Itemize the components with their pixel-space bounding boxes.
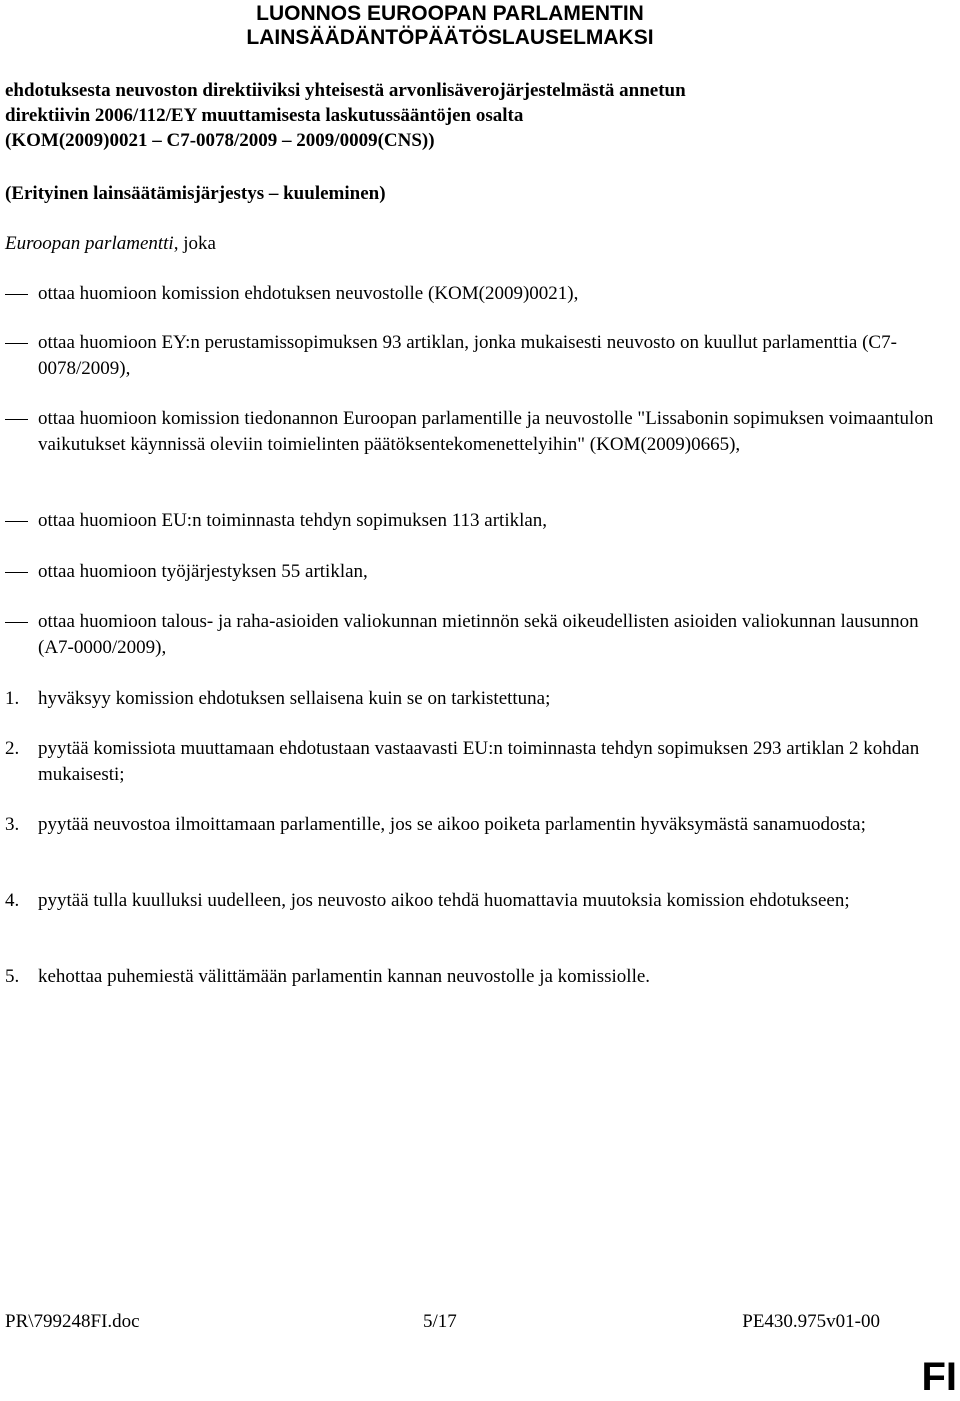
citation-text: ottaa huomioon talous- ja raha-asioiden valiokunnan mietinnön sekä oikeudellisten asioiden valiokunnan lausunnon (A7-0000/2009), bbox=[38, 611, 919, 658]
title-line-2: LAINSÄÄDÄNTÖPÄÄTÖSLAUSELMAKSI bbox=[246, 26, 654, 49]
citation-item bbox=[5, 281, 935, 307]
citation-text: ottaa huomioon komission tiedonannon Euroopan parlamentille ja neuvostolle "Lissabonin sopimuksen voimaantulon vaikutukset käynnissä oleviin toimielinten päätöksentekomenettelyihin" (KOM(2009)0665), bbox=[38, 408, 934, 455]
intro-parliament: Euroopan parlamentti bbox=[5, 233, 174, 254]
citation-text: ottaa huomioon EY:n perustamissopimuksen 93 artiklan, jonka mukaisesti neuvosto on kuullut parlamenttia (C7-0078/2009), bbox=[38, 332, 897, 379]
dash-marker bbox=[5, 343, 28, 344]
paragraph-item bbox=[5, 736, 935, 787]
paragraph-number: 3. bbox=[5, 814, 20, 835]
citation-text: ottaa huomioon EU:n toiminnasta tehdyn sopimuksen 113 artiklan, bbox=[38, 510, 548, 531]
subject-line-2: direktiivin 2006/112/EY muuttamisesta laskutussääntöjen osalta bbox=[5, 105, 524, 126]
dash-marker bbox=[5, 419, 28, 420]
footer-page-number: 5/17 bbox=[423, 1311, 457, 1332]
citation-text: ottaa huomioon työjärjestyksen 55 artiklan, bbox=[38, 561, 368, 582]
paragraph-number: 4. bbox=[5, 890, 20, 911]
dash-marker bbox=[5, 521, 28, 522]
paragraph-text: hyväksyy komission ehdotuksen sellaisena kuin se on tarkistettuna; bbox=[38, 688, 551, 709]
paragraph-text: kehottaa puhemiestä välittämään parlamentin kannan neuvostolle ja komissiolle. bbox=[38, 966, 651, 987]
dash-marker bbox=[5, 294, 28, 295]
document-title bbox=[220, 2, 680, 50]
paragraph-item bbox=[5, 964, 935, 990]
subject-line-1: ehdotuksesta neuvoston direktiiviksi yhteisestä arvonlisäverojärjestelmästä annetun bbox=[5, 80, 686, 101]
paragraph-text: pyytää tulla kuulluksi uudelleen, jos neuvosto aikoo tehdä huomattavia muutoksia komission ehdotukseen; bbox=[38, 890, 850, 911]
paragraph-text: pyytää komissiota muuttamaan ehdotustaan vastaavasti EU:n toiminnasta tehdyn sopimuksen 293 artiklan 2 kohdan mukaisesti; bbox=[38, 738, 920, 785]
citation-text: ottaa huomioon komission ehdotuksen neuvostolle (KOM(2009)0021), bbox=[38, 283, 579, 304]
paragraph-number: 5. bbox=[5, 966, 20, 987]
title-line-1: LUONNOS EUROOPAN PARLAMENTIN bbox=[256, 2, 644, 25]
citation-item bbox=[5, 609, 935, 660]
paragraph-item bbox=[5, 812, 935, 838]
citation-item bbox=[5, 406, 935, 457]
language-code: FI bbox=[921, 1355, 957, 1399]
paragraph-number: 2. bbox=[5, 738, 20, 759]
intro-line bbox=[5, 231, 216, 256]
footer-pe-reference: PE430.975v01-00 bbox=[742, 1311, 880, 1332]
dash-marker bbox=[5, 622, 28, 623]
paragraph-item bbox=[5, 888, 935, 914]
paragraph-item bbox=[5, 686, 935, 712]
procedure-line: (Erityinen lainsäätämisjärjestys – kuuleminen) bbox=[5, 183, 386, 204]
dash-marker bbox=[5, 572, 28, 573]
footer-doc-reference: PR\799248FI.doc bbox=[5, 1311, 140, 1332]
citation-item bbox=[5, 330, 935, 381]
citation-item bbox=[5, 508, 935, 534]
subject-block bbox=[5, 78, 955, 153]
intro-rest: , joka bbox=[173, 233, 216, 254]
citation-item bbox=[5, 559, 935, 585]
paragraph-text: pyytää neuvostoa ilmoittamaan parlamentille, jos se aikoo poiketa parlamentin hyväksymästä sanamuodosta; bbox=[38, 814, 866, 835]
paragraph-number: 1. bbox=[5, 688, 20, 709]
subject-line-3: (KOM(2009)0021 – C7-0078/2009 – 2009/0009(CNS)) bbox=[5, 130, 435, 151]
